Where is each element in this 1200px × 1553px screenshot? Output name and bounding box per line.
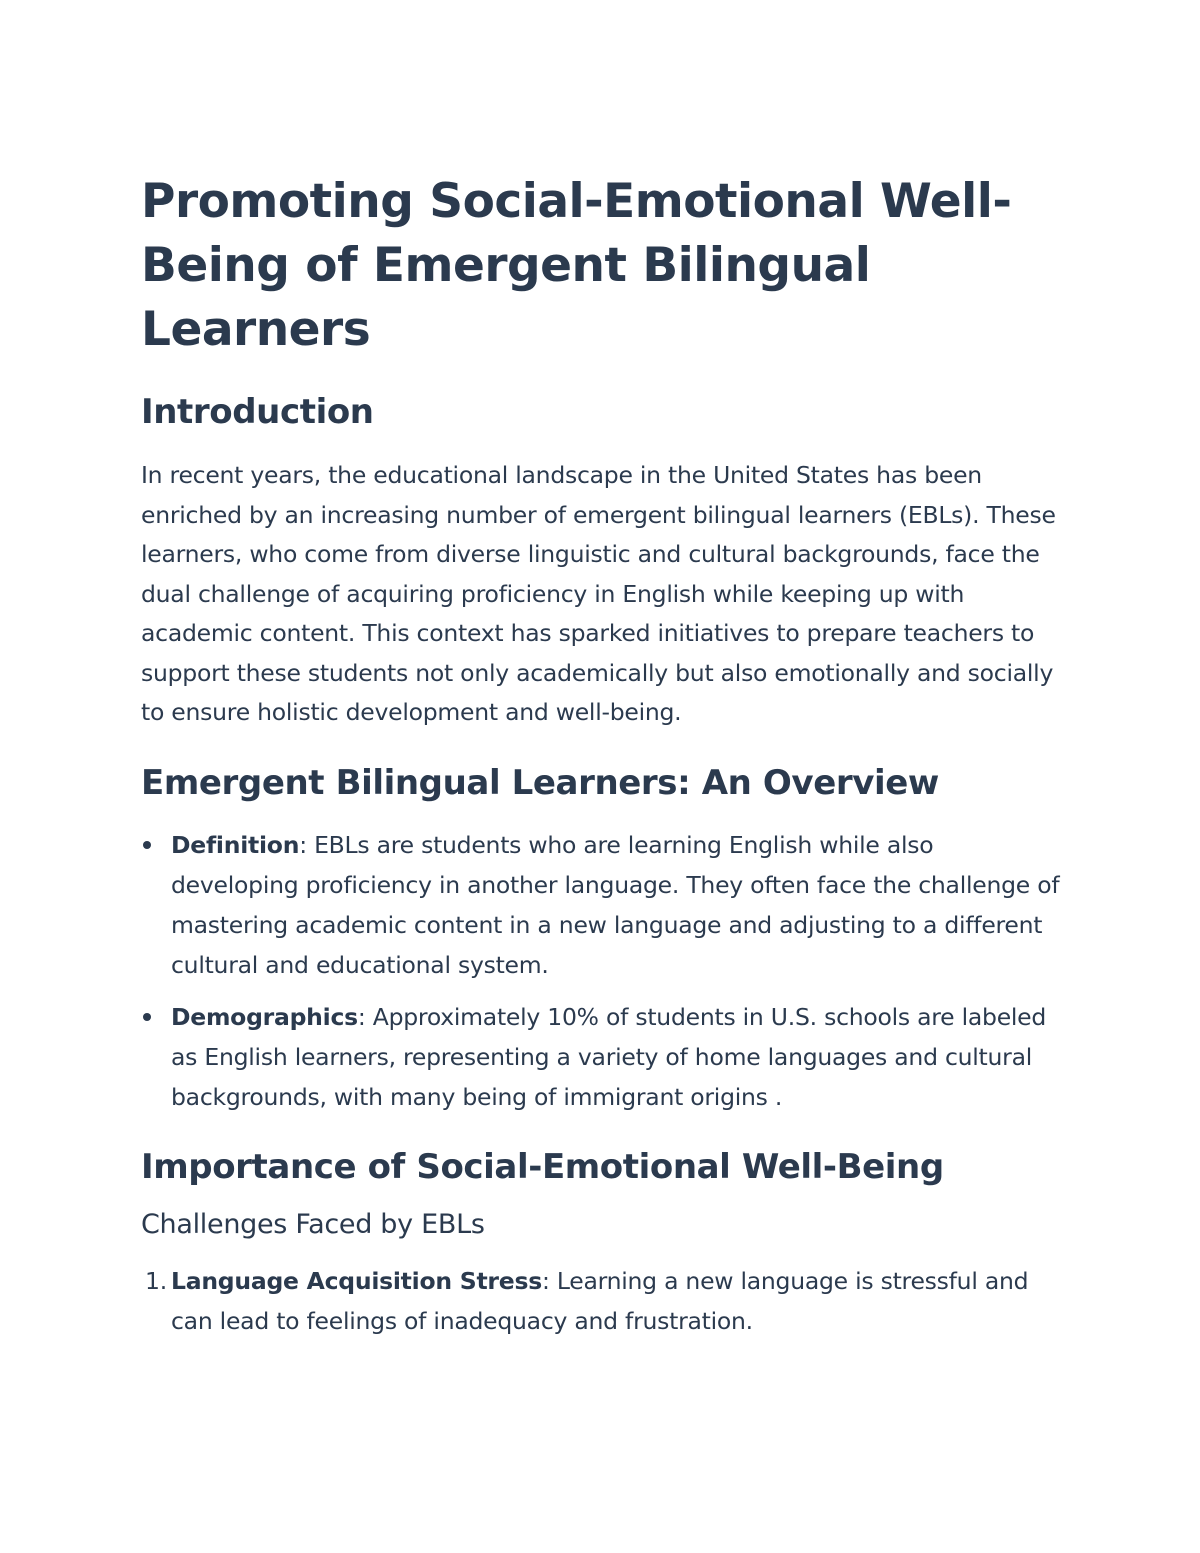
list-item: [141, 997, 1061, 1117]
list-item-term: Language Acquisition Stress: [171, 1266, 542, 1295]
list-item-number: 1.: [145, 1266, 167, 1295]
introduction-paragraph: In recent years, the educational landscape in the United States has been enriched by an increasing number of emergent bilingual learners (EBLs). These learners, who come from diverse linguistic and cultural backgrounds, face the dual challenge of acquiring proficiency in English while keeping up with academic content. This context has sparked initiatives to prepare teachers to support these students not only academically but also emotionally and socially to ensure holistic development and well-being.: [141, 461, 1056, 726]
introduction-heading: Introduction: [141, 392, 374, 432]
overview-heading: Emergent Bilingual Learners: An Overview: [141, 762, 939, 803]
challenges-list: [141, 1261, 1061, 1341]
bullet-icon: [143, 841, 151, 849]
list-item-term: Definition: [171, 830, 300, 859]
list-item: [141, 825, 1061, 985]
list-item-text: : Learning a new language is stressful and can lead to feelings of inadequacy and frustration.: [171, 1266, 1029, 1335]
bullet-icon: [143, 1013, 151, 1021]
document-page: [141, 170, 1061, 1341]
list-item-text: : EBLs are students who are learning English while also developing proficiency in another language. They often face the challenge of mastering academic content in a new language and adjusting to a different cultural and educational system.: [171, 830, 1060, 979]
challenges-subheading: Challenges Faced by EBLs: [141, 1208, 485, 1240]
list-item-term: Demographics: [171, 1002, 358, 1031]
list-item-text: : Approximately 10% of students in U.S. schools are labeled as English learners, representing a variety of home languages and cultural backgrounds, with many being of immigrant origins .: [171, 1002, 1047, 1111]
overview-list: [141, 825, 1061, 1117]
list-item: [141, 1261, 1061, 1341]
document-title: Promoting Social-Emotional Well-Being of Emergent Bilingual Learners: [141, 174, 1012, 357]
importance-heading: Importance of Social-Emotional Well-Being: [141, 1146, 944, 1187]
